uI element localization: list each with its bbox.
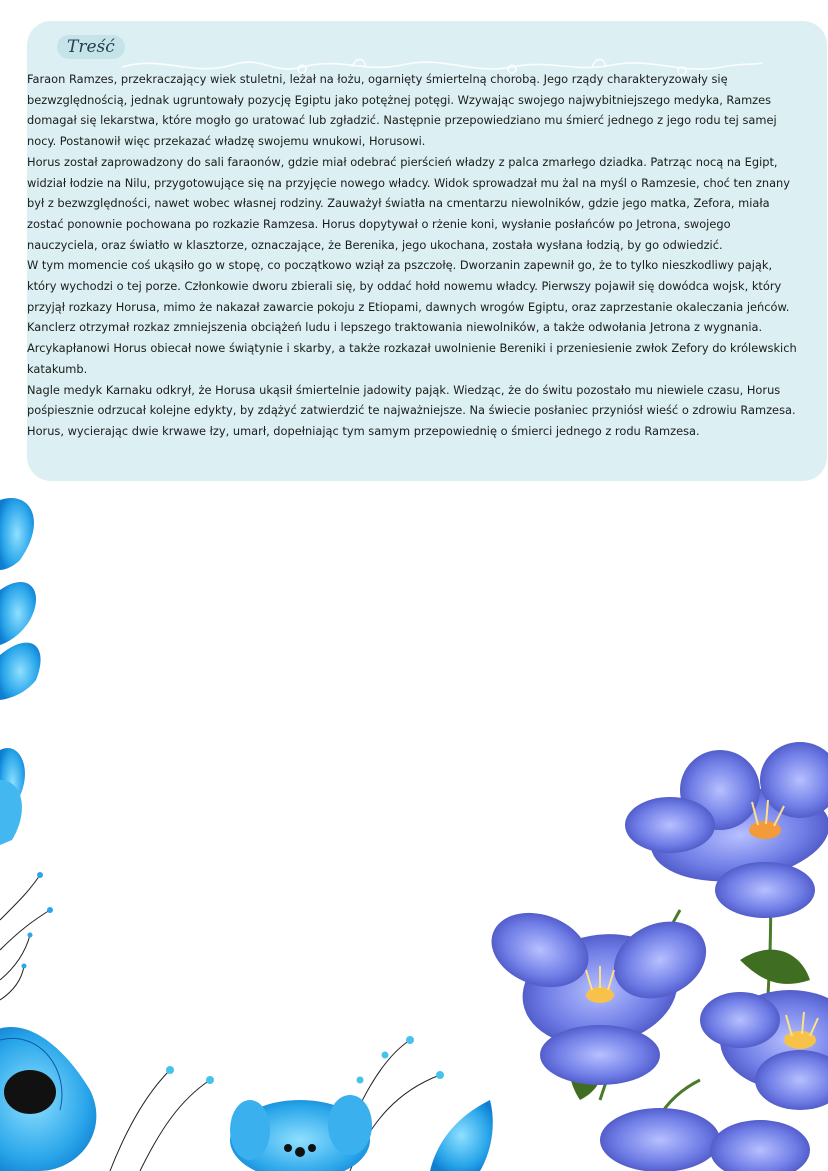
left-leaves xyxy=(0,498,41,845)
violet-flower-top-right xyxy=(625,742,828,918)
blue-flower-left xyxy=(0,1027,96,1171)
left-branches xyxy=(0,875,50,1000)
section-title: Treść xyxy=(57,35,125,59)
violet-flower-bottom xyxy=(600,1108,810,1171)
violet-flower-middle xyxy=(481,900,719,1085)
blue-flower-bottom xyxy=(230,1095,493,1171)
content-card xyxy=(27,21,827,481)
paragraph-2: Horus został zaprowadzony do sali faraonów, gdzie miał odebrać pierścień władzy z palca zmarłego dziadka. Patrząc nocą na Egipt, widział łodzie na Nilu, przygotowujące się na przyjęcie nowego władcy. Widok sprowadzał mu żal na myśl o Ramzesie, choć ten znany był z bezwzględności, nawet wobec własnej rodziny. Zauważył światła na cmentarzu niewolników, gdzie jego matka, Zefora, miała zostać ponownie pochowana po rozkazie Ramzesa. Horus dopytywał o rżenie koni, wysłanie posłańców po Jetrona, swojego nauczyciela, oraz światło w klasztorze, oznaczające, że Berenika, jego ukochana, została wysłana łodzią, by go odwiedzić. xyxy=(27,154,791,252)
story-text xyxy=(27,69,799,442)
paragraph-1: Faraon Ramzes, przekraczający wiek stuletni, leżał na łożu, ogarnięty śmiertelną chorobą. Jego rządy charakteryzowały się bezwzględnością, jednak ugruntowały pozycję Egiptu jako potężnej potęgi. Wzywając swojego najwybitniejszego medyka, Ramzes domagał się lekarstwa, które mogło go uratować lub zgładzić. Następnie przepowiedziano mu śmierć jednego z jego rodu tej samej nocy. Postanowił więc przekazać władzę swojemu wnukowi, Horusowi. xyxy=(27,72,777,149)
floral-illustration xyxy=(0,480,828,1171)
paragraph-3: W tym momencie coś ukąsiło go w stopę, co początkowo wziął za pszczołę. Dworzanin zapewnił go, że to tylko nieszkodliwy pająk, który wychodzi o tej porze. Członkowie dworu zbierali się, by oddać hołd nowemu władcy. Pierwszy pojawił się dowódca wojsk, który przyjął rozkazy Horusa, mimo że nakazał zawarcie pokoju z Etiopami, dawnych wrogów Egiptu, oraz zaprzestanie okaleczania jeńców. Kanclerz otrzymał rozkaz zmniejszenia obciążeń ludu i lepszego traktowania niewolników, a także odwołania Jetrona z wygnania. Arcykapłanowi Horus obiecał nowe świątynie i skarby, a także rozkazał uwolnienie Bereniki i przeniesienie zwłok Zefory do królewskich katakumb. xyxy=(27,258,797,376)
violet-flower-right xyxy=(700,990,828,1110)
paragraph-4: Nagle medyk Karnaku odkrył, że Horusa ukąsił śmiertelnie jadowity pająk. Wiedząc, że do świtu pozostało mu niewiele czasu, Horus pośpiesznie odrzucał kolejne edykty, by zdążyć zatwierdzić te najważniejsze. Na świecie posłaniec przyniósł wieść o zdrowiu Ramzesa. Horus, wycierając dwie krwawe łzy, umarł, dopełniając tym samym przepowiednię o śmierci jednego z rodu Ramzesa. xyxy=(27,382,796,438)
